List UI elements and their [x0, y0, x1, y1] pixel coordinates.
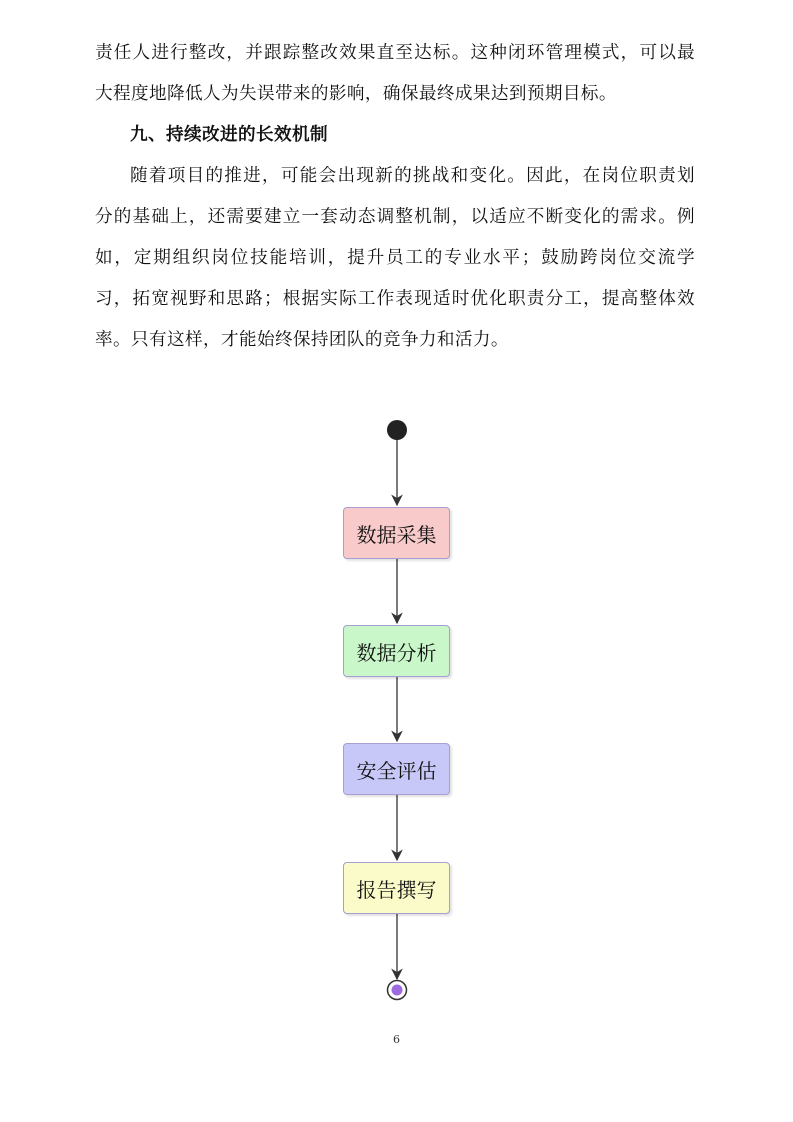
flow-step-label: 安全评估: [356, 758, 437, 783]
page-number: 6: [393, 1033, 400, 1046]
end-node: [388, 981, 407, 1000]
paragraph-line: 习，拓宽视野和思路；根据实际工作表现适时优化职责分工，提高整体效: [95, 289, 695, 309]
paragraph-line: 如，定期组织岗位技能培训，提升员工的专业水平；鼓励跨岗位交流学: [95, 248, 695, 268]
flow-step-label: 数据分析: [356, 640, 437, 665]
paragraph-line: 责任人进行整改，并跟踪整改效果直至达标。这种闭环管理模式，可以最: [95, 43, 695, 63]
paragraph-line: 大程度地降低人为失误带来的影响，确保最终成果达到预期目标。: [95, 84, 617, 104]
paragraph-line: 分的基础上，还需要建立一套动态调整机制，以适应不断变化的需求。例: [95, 207, 695, 227]
flow-step-label: 报告撰写: [356, 877, 437, 902]
paragraph-line: 率。只有这样，才能始终保持团队的竞争力和活力。: [95, 330, 509, 350]
flow-step-data-analysis: [343, 625, 450, 677]
flow-step-security-assessment: [343, 743, 450, 795]
flow-step-label: 数据采集: [356, 522, 437, 547]
paragraph-line: 随着项目的推进，可能会出现新的挑战和变化。因此，在岗位职责划: [130, 166, 695, 186]
start-node: [387, 420, 407, 440]
flow-step-data-collection: [343, 507, 450, 559]
section-heading: 九、持续改进的长效机制: [130, 124, 328, 145]
flow-step-report-writing: [343, 862, 450, 914]
